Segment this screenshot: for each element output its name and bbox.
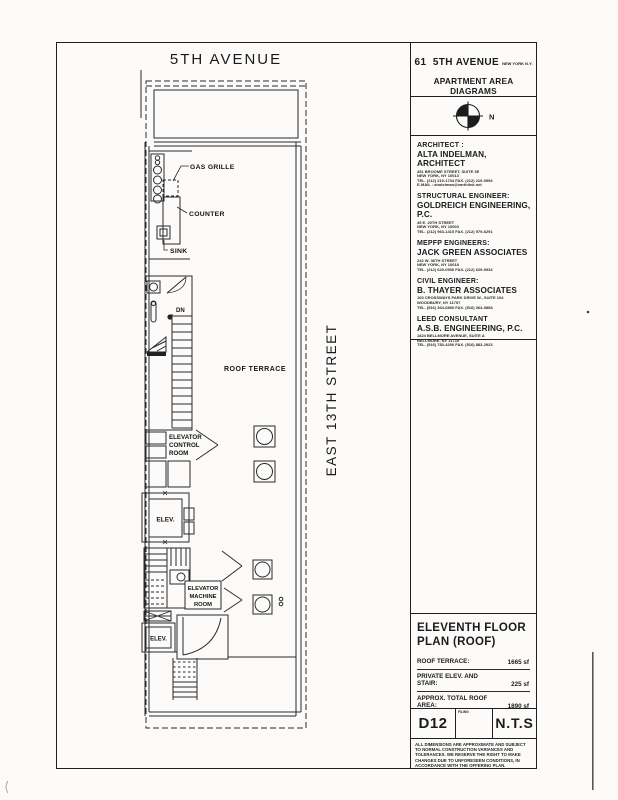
consultant-address-line: 451 BROOME STREET, SUITE 3E	[417, 168, 480, 174]
consultant-name: JACK GREEN ASSOCIATES	[417, 248, 528, 258]
project-city: NEW YORK N.Y.	[502, 61, 533, 66]
consultants-cell	[411, 136, 536, 348]
filing-label: FILING	[458, 709, 469, 714]
title-block	[410, 42, 537, 769]
north-label: N	[488, 112, 494, 122]
consultant-address-line: NEW YORK, NY 10013	[417, 173, 459, 179]
area-value: 1890 sf	[507, 702, 529, 710]
stair-lower	[144, 548, 190, 608]
consultant-structural	[417, 193, 531, 234]
project-address: 61 5TH AVENUE	[414, 57, 500, 68]
elev-machine-room-label: ROOM	[193, 602, 213, 608]
gas-grille	[163, 180, 178, 196]
consultant-civil	[417, 278, 531, 310]
sink-label: SINK	[170, 248, 188, 255]
consultant-address-line: TEL. (516) 364-0890 FAX. (516) 364-0868	[417, 304, 493, 310]
project-subtitle: APARTMENT AREA DIAGRAMS	[433, 76, 514, 96]
consultant-address-line: TEL. (212) 629-0930 FAX. (212) 629-0934	[417, 266, 493, 272]
kitchen-area	[149, 151, 192, 259]
consultant-address-line: TEL. (516) 783-4290 FAX. (516) 883-2923	[417, 342, 493, 348]
gas-grille-leader	[173, 166, 189, 181]
counter	[163, 197, 180, 244]
street-label-side: EAST 13TH STREET	[324, 323, 339, 477]
stair-upper	[145, 276, 192, 430]
consultant-address-line: WOODBURY, NY 11797	[417, 300, 461, 306]
sheet-number: D12	[411, 709, 456, 738]
sheet-number-row	[411, 709, 536, 739]
consultant-address-line: NEW YORK, NY 10018	[417, 262, 459, 268]
consultant-name: GOLDREICH ENGINEERING, P.C.	[417, 201, 531, 220]
area-value: 1665 sf	[507, 658, 529, 666]
consultant-address-line: 1824 BELLMORE AVENUE, SUITE A	[417, 333, 485, 339]
area-value: 225 sf	[511, 680, 529, 688]
elev-control-room-label: CONTROL	[169, 442, 200, 449]
door-swing	[222, 551, 242, 581]
sink-leader	[164, 240, 168, 250]
consultant-name: ALTA INDELMAN, ARCHITECT	[417, 150, 487, 168]
area-label: PRIVATE ELEV. AND STAIR:	[417, 673, 478, 688]
consultant-role: MEPFP ENGINEERS:	[417, 240, 490, 248]
elev-control-room-label: ROOM	[169, 450, 189, 457]
area-label: ROOF TERRACE:	[417, 658, 470, 666]
parapet-walls	[145, 142, 301, 716]
gas-grille-label: GAS GRILLE	[190, 164, 235, 171]
disclaimer-note: ALL DIMENSIONS ARE APPROXIMATE AND SUBJECT TO NORMAL CONSTRUCTION VARIANCES AND TOLERANCES. WE RESERVE THE RIGHT TO MAKE CHANGES DUE TO UNFORESEEN CONDITIONS, IN ACCORDANCE WITH THE OFFERING PLAN.	[415, 741, 526, 768]
front-terrace	[154, 90, 301, 146]
consultant-architect	[417, 142, 531, 188]
consultant-role: ARCHITECT :	[417, 142, 464, 149]
roof-drain	[253, 426, 283, 614]
ladder-stair	[173, 658, 197, 700]
filing-cell	[456, 709, 493, 738]
consultant-role: CIVIL ENGINEER:	[417, 277, 479, 285]
elev-machine-room-label: MACHINE	[189, 594, 217, 600]
roof-terrace-label: ROOF TERRACE	[224, 366, 286, 373]
consultant-name: B. THAYER ASSOCIATES	[417, 285, 517, 295]
area-row	[417, 669, 530, 691]
drawing-title: ELEVENTH FLOOR PLAN (ROOF)	[417, 621, 526, 649]
counter-label: COUNTER	[189, 211, 225, 218]
door-swing	[224, 588, 242, 612]
consultant-address-line: BELLMORE, NY 11710	[417, 337, 460, 343]
area-label: APPROX. TOTAL ROOF AREA:	[417, 695, 488, 710]
north-arrow-cell	[411, 97, 536, 136]
street-label-top: 5TH AVENUE	[169, 51, 283, 68]
consultant-address-line: E-MAIL : aindelman@earthlink.net	[417, 182, 482, 188]
stair-down-label: DN	[176, 308, 185, 314]
consultant-address-line: TEL. (212) 963-1410 FAX. (212) 979-6291	[417, 229, 493, 235]
consultant-role: LEED CONSULTANT	[417, 315, 488, 323]
louver-vent	[144, 611, 171, 621]
project-header	[411, 43, 536, 97]
consultant-name: A.S.B. ENGINEERING, P.C.	[417, 323, 523, 333]
consultant-address-line: 242 W. 36TH STREET	[417, 257, 458, 263]
consultant-address-line: TEL. (212) 219-1734 FAX. (212) 219-0994	[417, 177, 493, 183]
elev-control-room-label: ELEVATOR	[169, 434, 202, 441]
north-arrow-icon	[446, 99, 502, 133]
drawing-title-cell	[411, 614, 536, 709]
elev-machine-room-label: ELEVATOR	[187, 586, 219, 592]
title-block-spacer	[411, 337, 536, 614]
scale-value: N.T.S	[495, 715, 534, 732]
property-boundary	[146, 81, 306, 728]
area-row	[417, 655, 530, 669]
consultant-address-line: 45 E. 20TH STREET	[417, 219, 455, 225]
elevator-lower-label: ELEV.	[150, 636, 167, 643]
elevator-upper-label: ELEV.	[156, 516, 175, 524]
consultant-role: STRUCTURAL ENGINEER:	[417, 193, 510, 201]
consultant-address-line: NEW YORK, NY 10003	[417, 224, 459, 230]
door-swing	[183, 618, 221, 655]
counter-leader	[177, 207, 187, 213]
consultant-address-line: 100 CROSSWAYS PARK DRIVE W., SUITE 104	[417, 295, 504, 301]
consultant-mepfp	[417, 240, 531, 272]
